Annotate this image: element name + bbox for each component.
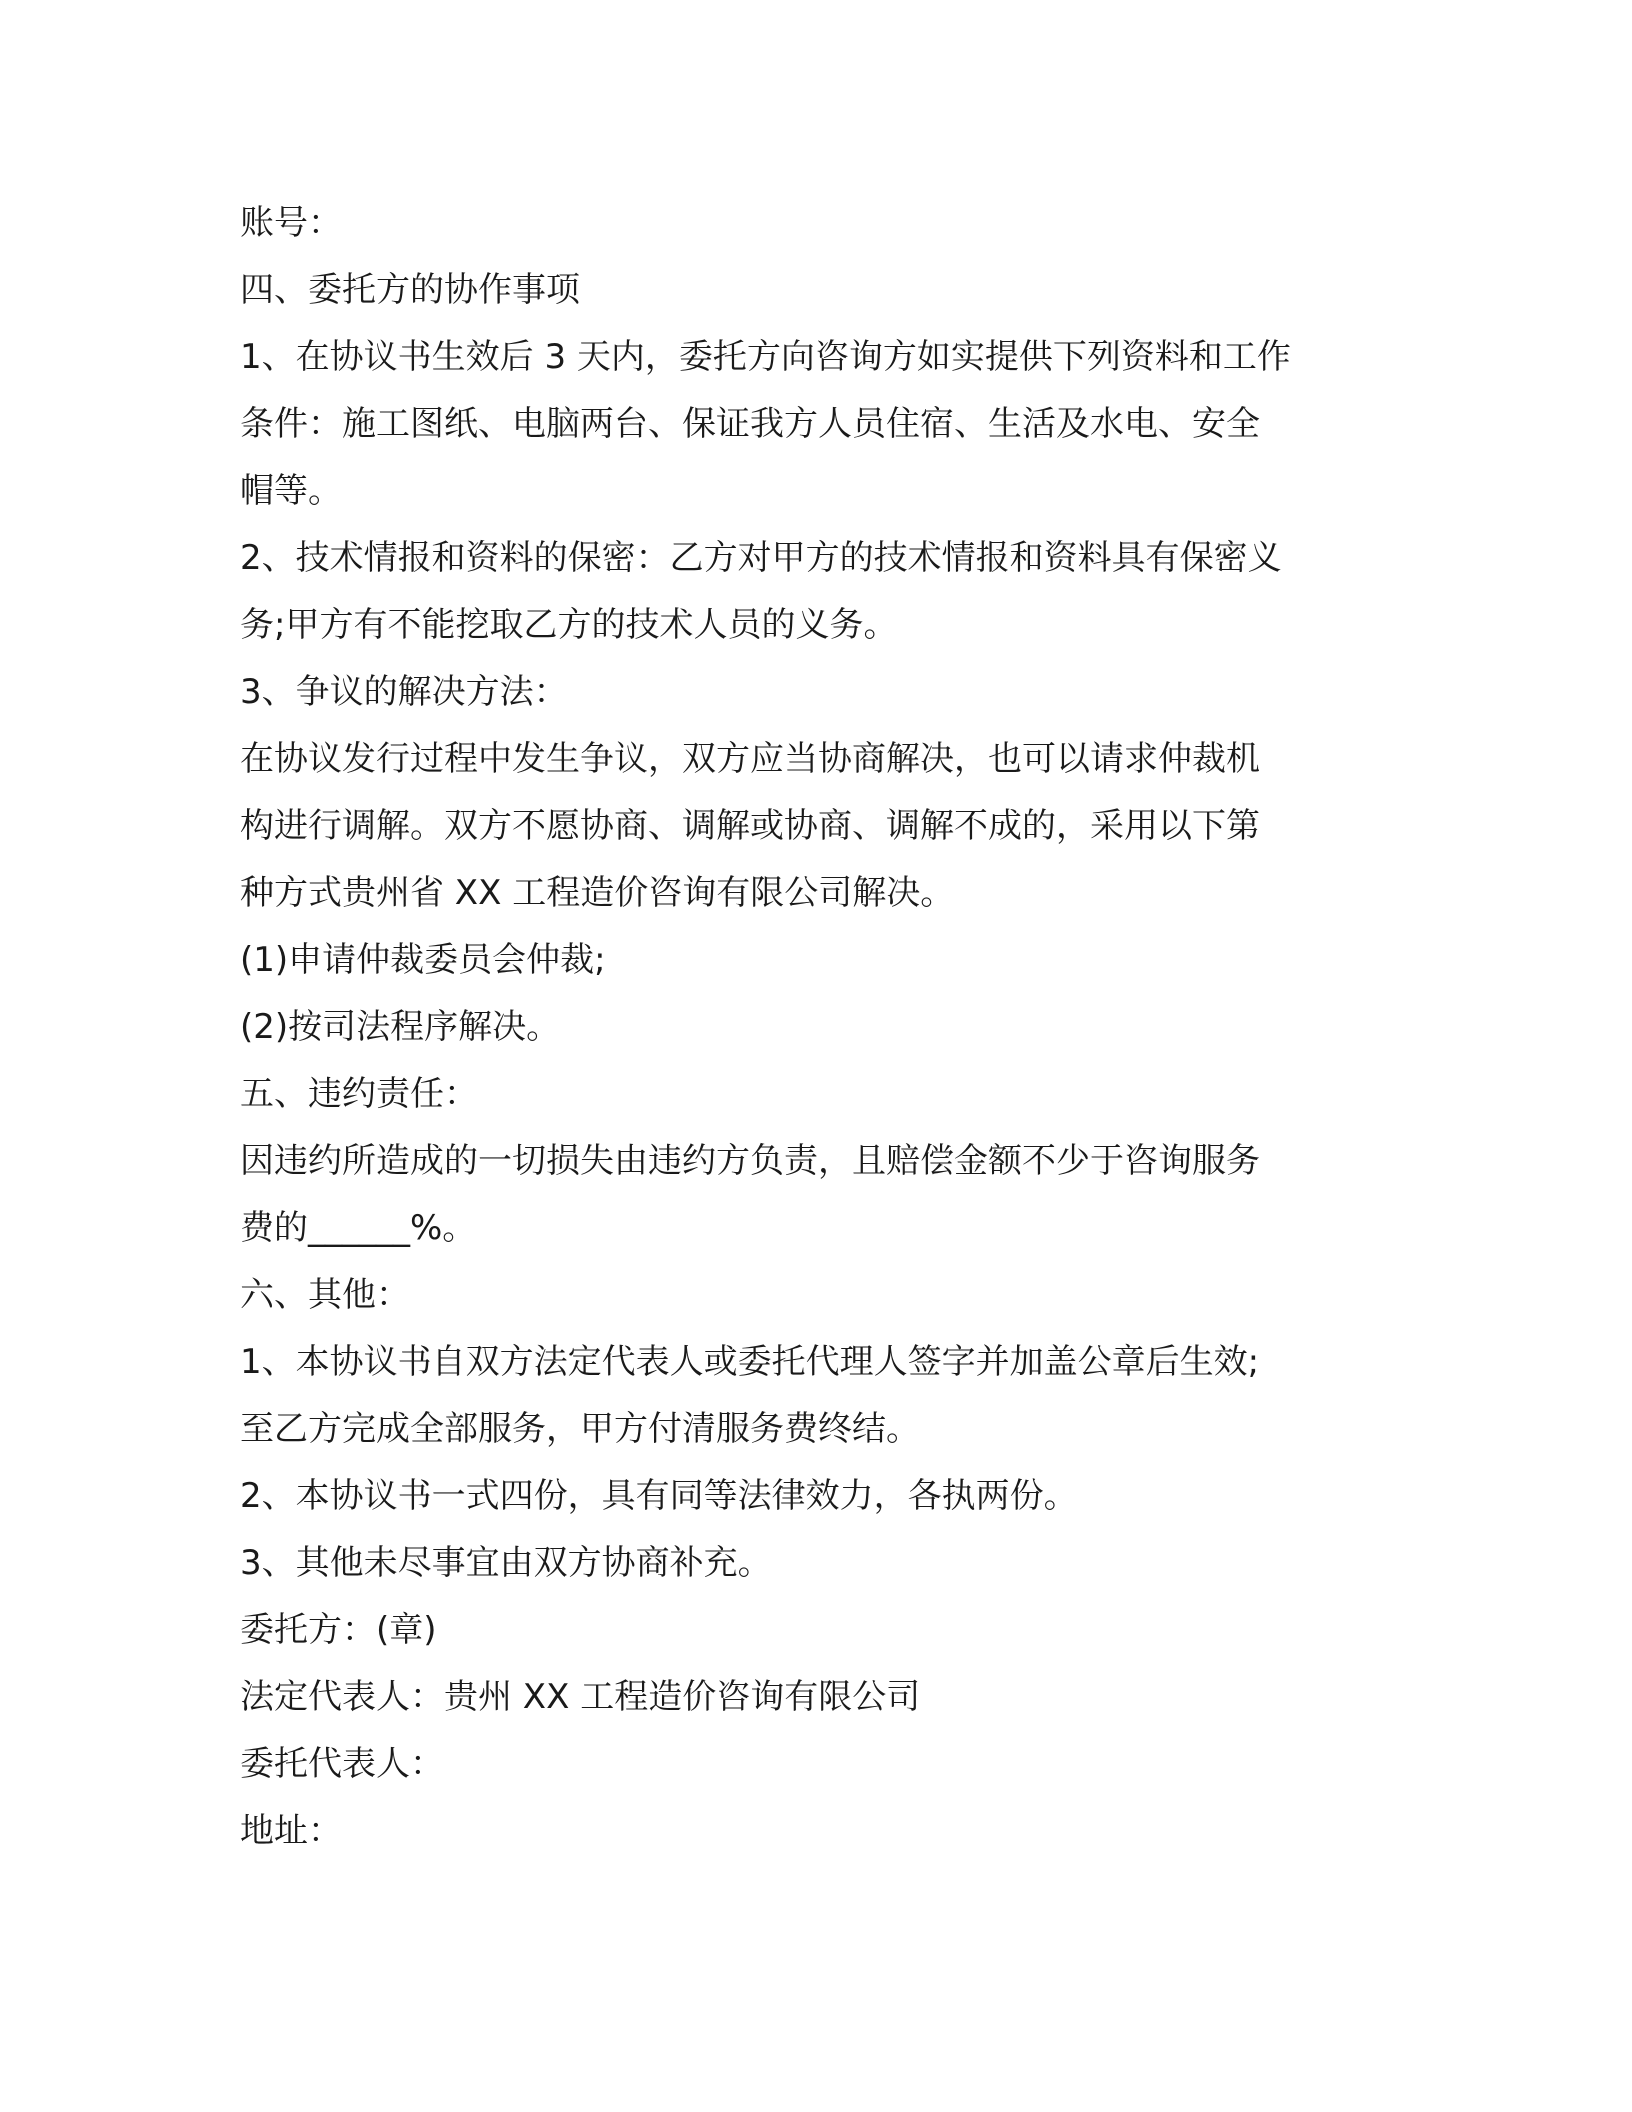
document-body	[240, 190, 1390, 1865]
authorized-representative-line: 委托代表人：	[240, 1744, 444, 1784]
section-heading-liability: 五、违约责任：	[240, 1074, 478, 1114]
clause-1-line-3: 帽等。	[240, 471, 342, 511]
clause-2-line-2: 务;甲方有不能挖取乙方的技术人员的义务。	[240, 605, 898, 645]
legal-representative-line: 法定代表人：贵州 XX 工程造价咨询有限公司	[240, 1677, 921, 1717]
liability-line-1: 因违约所造成的一切损失由违约方负责，且赔偿金额不少于咨询服务	[240, 1141, 1260, 1181]
dispute-line-1: 在协议发行过程中发生争议，双方应当协商解决，也可以请求仲裁机	[240, 739, 1260, 779]
client-seal-line: 委托方：(章)	[240, 1610, 437, 1650]
liability-line-2: 费的______%。	[240, 1208, 477, 1248]
other-clause-1-line-2: 至乙方完成全部服务，甲方付清服务费终结。	[240, 1409, 920, 1449]
dispute-line-2: 构进行调解。双方不愿协商、调解或协商、调解不成的，采用以下第	[240, 806, 1260, 846]
dispute-option-1: (1)申请仲裁委员会仲裁;	[240, 940, 606, 980]
clause-3-heading: 3、争议的解决方法：	[240, 672, 568, 712]
other-clause-2: 2、本协议书一式四份，具有同等法律效力，各执两份。	[240, 1476, 1078, 1516]
dispute-line-3: 种方式贵州省 XX 工程造价咨询有限公司解决。	[240, 873, 955, 913]
dispute-option-2: (2)按司法程序解决。	[240, 1007, 561, 1047]
other-clause-1-line-1: 1、本协议书自双方法定代表人或委托代理人签字并加盖公章后生效;	[240, 1342, 1260, 1382]
clause-1-line-2: 条件：施工图纸、电脑两台、保证我方人员住宿、生活及水电、安全	[240, 404, 1260, 444]
section-heading-cooperation: 四、委托方的协作事项	[240, 270, 580, 310]
other-clause-3: 3、其他未尽事宜由双方协商补充。	[240, 1543, 772, 1583]
clause-1-line-1: 1、在协议书生效后 3 天内，委托方向咨询方如实提供下列资料和工作	[240, 337, 1291, 377]
account-line: 账号：	[240, 203, 342, 243]
address-line: 地址：	[240, 1811, 342, 1851]
clause-2-line-1: 2、技术情报和资料的保密：乙方对甲方的技术情报和资料具有保密义	[240, 538, 1282, 578]
section-heading-other: 六、其他：	[240, 1275, 410, 1315]
